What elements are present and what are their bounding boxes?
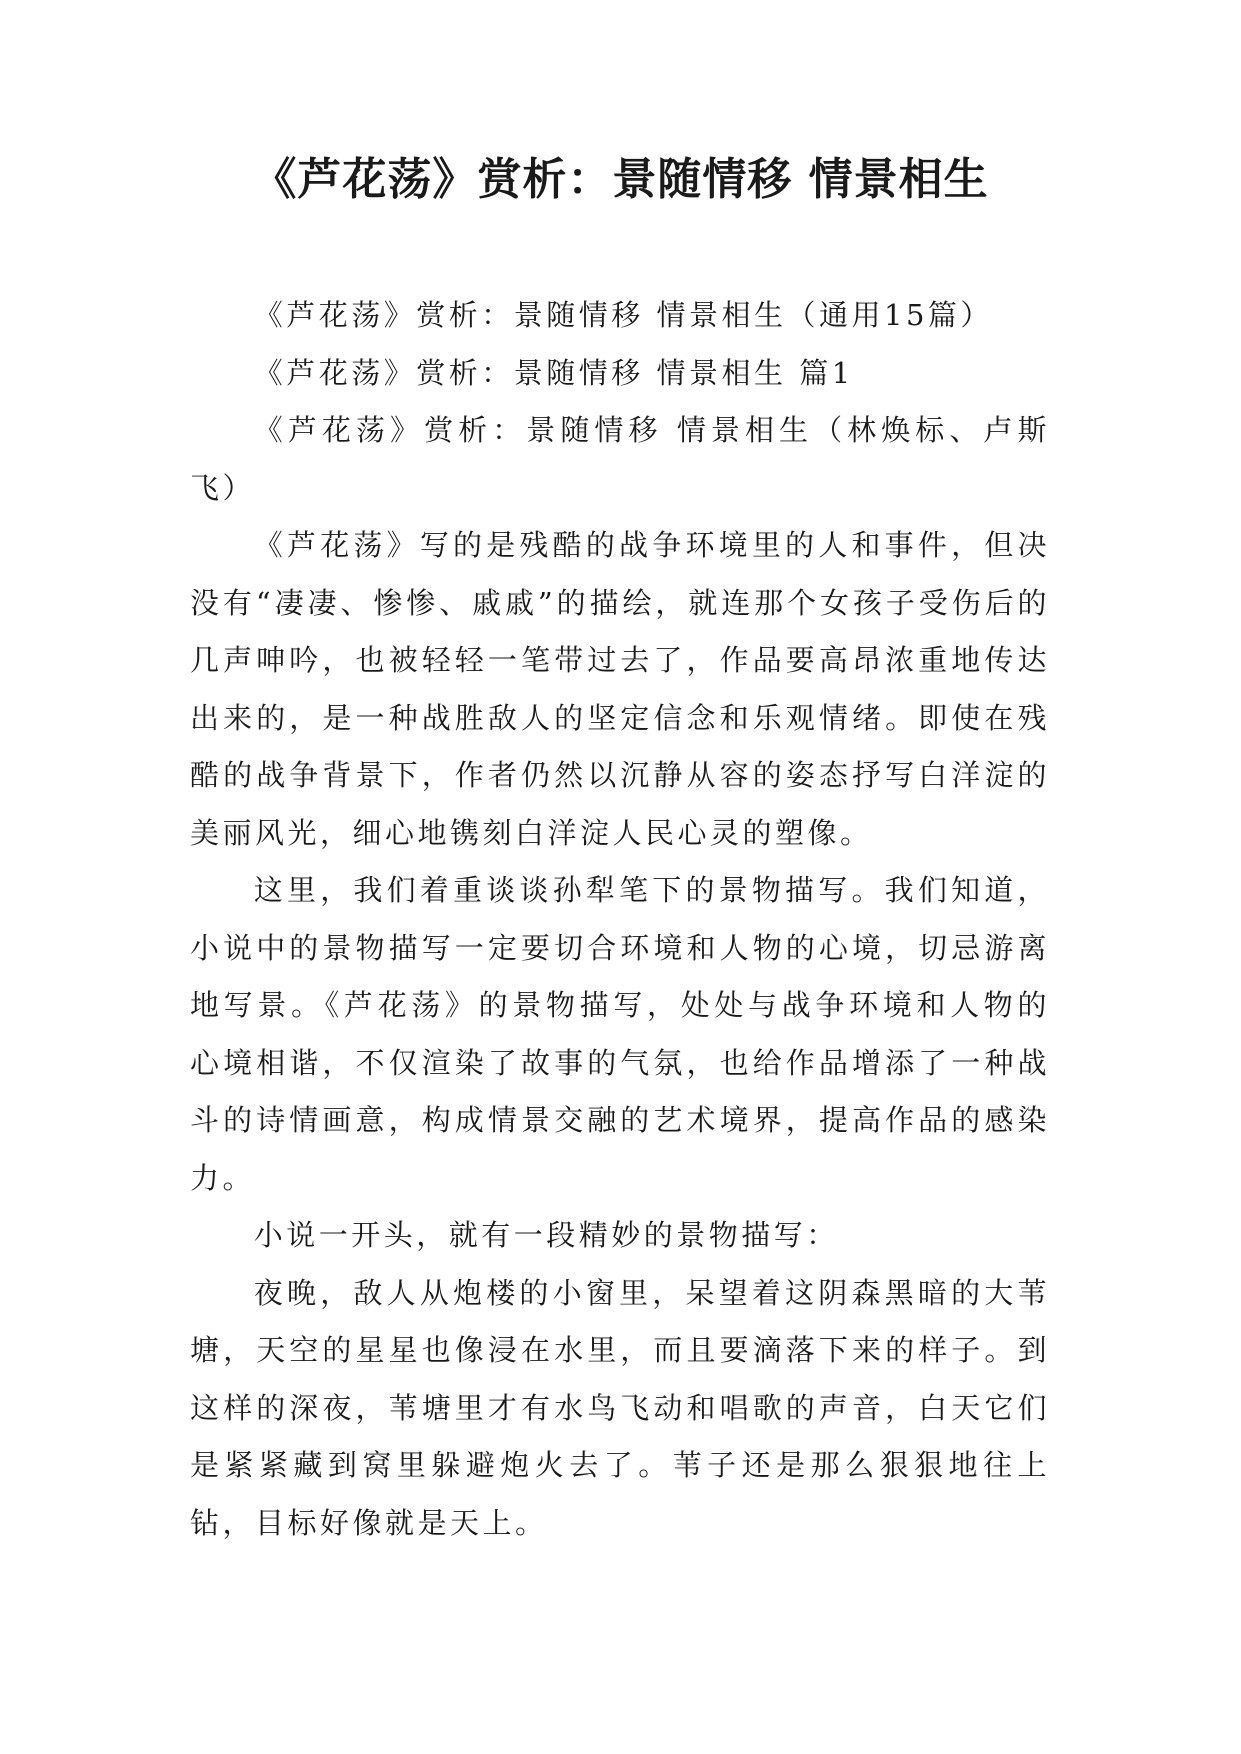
paragraph-quote: 夜晚，敌人从炮楼的小窗里，呆望着这阴森黑暗的大苇塘，天空的星星也像浸在水里，而且要滴落下来的样子。到这样的深夜，苇塘里才有水鸟飞动和唱歌的声音，白天它们是紧紧藏到窝里躲避炮火去了。苇子还是那么狠狠地往上钻，目标好像就是天上。 [190, 1275, 1050, 1540]
document-body [190, 287, 1050, 1552]
document-title: 《芦花荡》赏析：景随情移 情景相生 [252, 154, 989, 205]
paragraph-body: 这里，我们着重谈谈孙犁笔下的景物描写。我们知道，小说中的景物描写一定要切合环境和人物的心境，切忌游离地写景。《芦花荡》的景物描写，处处与战争环境和人物的心境相谐，不仅渲染了故事的气氛，也给作品增添了一种战斗的诗情画意，构成情景交融的艺术境界，提高作品的感染力。 [190, 873, 1050, 1195]
paragraph-authors: 《芦花荡》赏析：景随情移 情景相生（林焕标、卢斯飞） [190, 413, 1050, 505]
paragraph-subtitle: 《芦花荡》赏析：景随情移 情景相生（通用15篇） [253, 298, 993, 332]
paragraph-body: 小说一开头，就有一段精妙的景物描写： [253, 1218, 839, 1252]
paragraph-body: 《芦花荡》写的是残酷的战争环境里的人和事件，但决没有“凄凄、惨惨、戚戚”的描绘，就连那个女孩子受伤后的几声呻吟，也被轻轻一笔带过去了，作品要高昂浓重地传达出来的，是一种战胜敌人的坚定信念和乐观情绪。即使在残酷的战争背景下，作者仍然以沉静从容的姿态抒写白洋淀的美丽风光，细心地镌刻白洋淀人民心灵的塑像。 [190, 528, 1050, 850]
paragraph-section-heading: 《芦花荡》赏析：景随情移 情景相生 篇1 [253, 355, 854, 390]
